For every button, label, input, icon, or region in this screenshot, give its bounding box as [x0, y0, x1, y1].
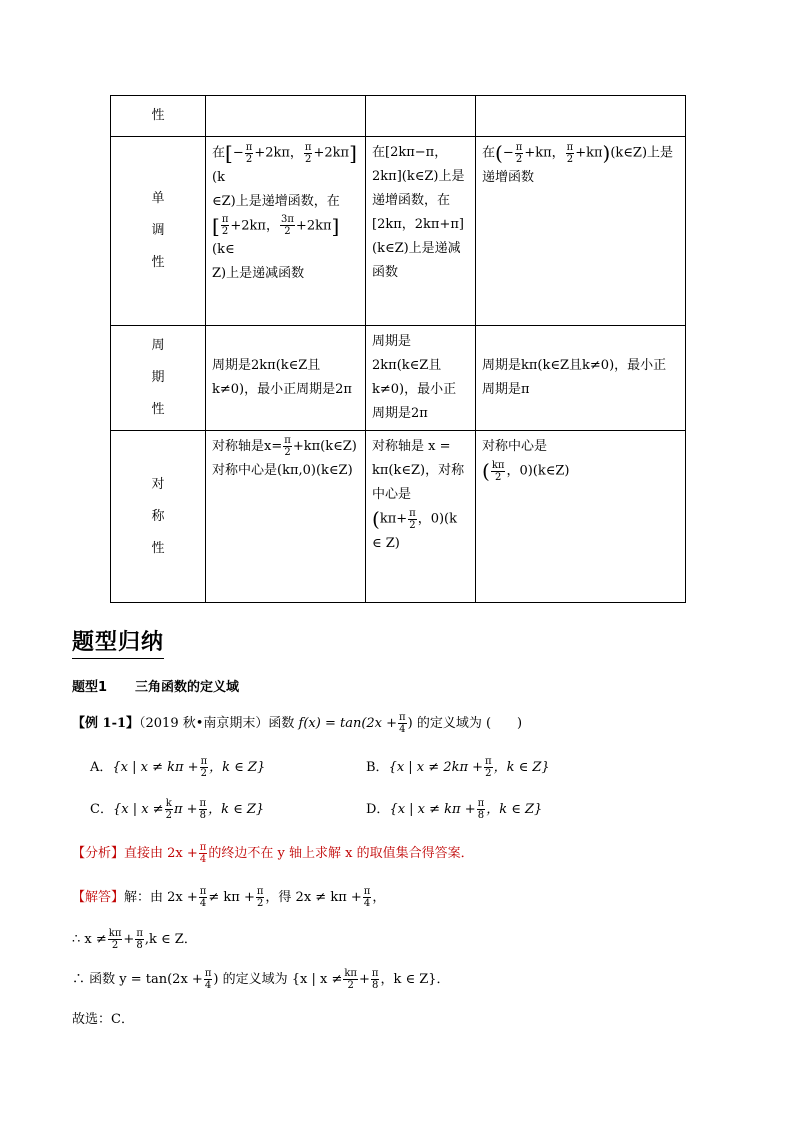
table-row: [111, 137, 686, 326]
row-header: 性: [111, 96, 206, 137]
topic-title: 题型1 三角函数的定义域: [72, 680, 240, 695]
table-cell-monotonic-cos: 在[2kπ−π，2kπ](k∈Z)上是递增函数，在[2kπ，2kπ+π](k∈Z)上是递减函数: [366, 137, 476, 326]
option-c[interactable]: C．{x | x ≠ $\frac{k}{2}$ π + $\frac{\pi}{8}$ ，k ∈ Z}: [90, 798, 265, 821]
option-a[interactable]: A．{x | x ≠ kπ + $\frac{\pi}{2}$ ，k ∈ Z}: [90, 756, 266, 779]
solution-line-1: 【解答】解：由 2x + $\frac{\pi}{4}$ ≠ kπ + $\frac{\pi}{2}$ ，得 2x ≠ kπ + $\frac{\pi}{4}$ ，: [72, 886, 386, 909]
table-cell-period-cos: 周期是 2kπ(k∈Z且k≠0)，最小正周期是2π: [366, 326, 476, 431]
table-cell-period-sin: 周期是2kπ(k∈Z且k≠0)，最小正周期是2π: [206, 326, 366, 431]
option-d[interactable]: D．{x | x ≠ kπ + $\frac{\pi}{8}$ ，k ∈ Z}: [366, 798, 543, 821]
row-header: 周 期 性: [111, 326, 206, 431]
solution-line-3: ∴ 函数 y = tan(2x + $\frac{\pi}{4}$ ) 的定义域为 {x | x ≠ $\frac{k\pi}{2}$ + $\frac{\pi}{8}$ ，k ∈ Z}．: [72, 968, 450, 991]
table-cell: [206, 96, 366, 137]
example-question: 【例 1-1】（2019 秋•南京期末）函数 f(x) = tan(2x + $\frac{\pi}{4}$ ) 的定义域为 ( ): [72, 712, 523, 735]
table-cell: [476, 96, 686, 137]
table-cell-monotonic-sin: 在[− $\frac{\pi}{2}$ +2kπ， $\frac{\pi}{2}$ +2kπ](k ∈Z)上是递增函数，在 [ $\frac{\pi}{2}$ +2kπ， $\frac{3\pi}{2}$ +2kπ](k∈ Z)上是递减函数: [206, 137, 366, 326]
table-row: [111, 96, 686, 137]
solution-answer: 故选：C．: [72, 1012, 134, 1027]
table-cell-symmetry-cos: 对称轴是 x = kπ(k∈Z)，对称中心是 (kπ+ $\frac{\pi}{2}$ ，0)(k ∈ Z): [366, 431, 476, 603]
table-cell-symmetry-tan: 对称中心是 ( $\frac{k\pi}{2}$ ，0)(k∈Z): [476, 431, 686, 603]
table-cell-symmetry-sin: 对称轴是x= $\frac{\pi}{2}$ +kπ(k∈Z)对称中心是(kπ,0)(k∈Z): [206, 431, 366, 603]
table-cell: [366, 96, 476, 137]
table-row: [111, 326, 686, 431]
analysis: 【分析】直接由 2x + $\frac{\pi}{4}$ 的终边不在 y 轴上求解 x 的取值集合得答案．: [72, 842, 474, 865]
row-header: 单 调 性: [111, 137, 206, 326]
option-b[interactable]: B．{x | x ≠ 2kπ + $\frac{\pi}{2}$ ，k ∈ Z}: [366, 756, 550, 779]
table-row: [111, 431, 686, 603]
solution-line-2: ∴ x ≠ $\frac{k\pi}{2}$ + $\frac{\pi}{8}$ ,k ∈ Z．: [72, 928, 197, 951]
row-header: 对 称 性: [111, 431, 206, 603]
table-cell-monotonic-tan: 在(− $\frac{\pi}{2}$ +kπ， $\frac{\pi}{2}$ +kπ)(k∈Z)上是递增函数: [476, 137, 686, 326]
table-cell-period-tan: 周期是kπ(k∈Z且k≠0)，最小正周期是π: [476, 326, 686, 431]
trig-properties-table: [110, 95, 686, 603]
section-heading: 题型归纳: [72, 625, 164, 659]
